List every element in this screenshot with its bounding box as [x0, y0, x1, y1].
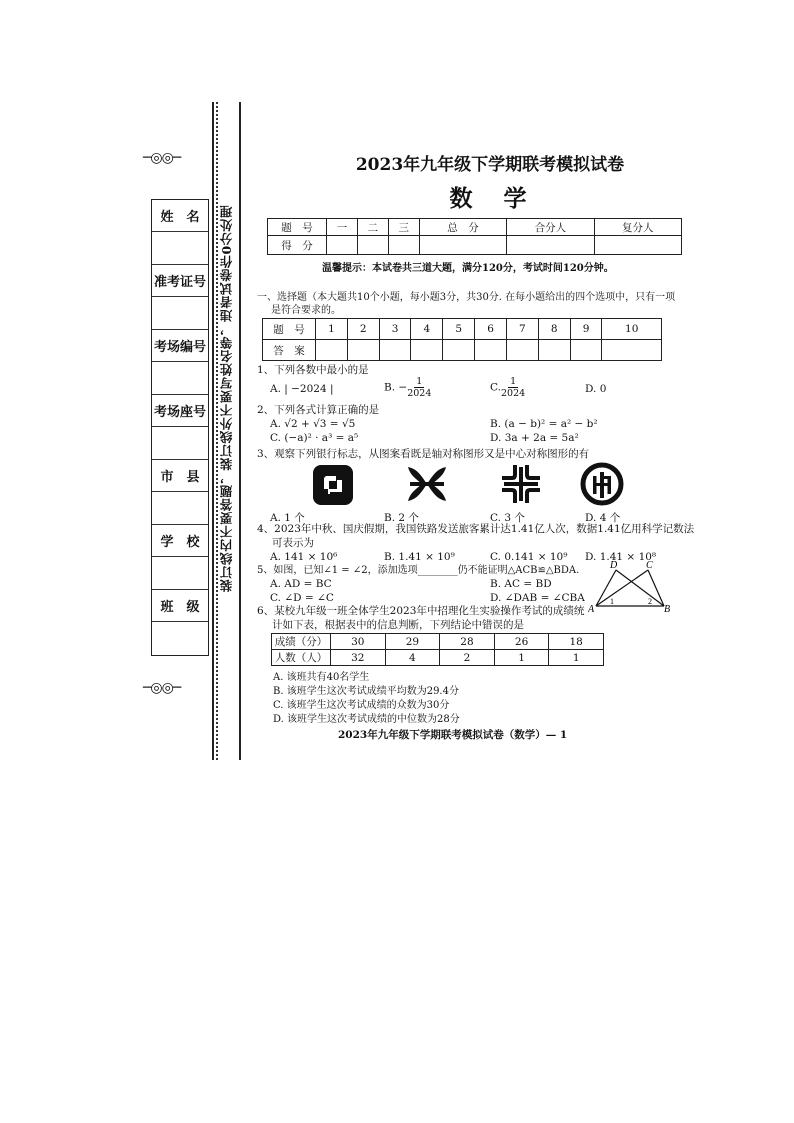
answer-input[interactable]	[443, 340, 475, 361]
q6-option-d: D. 该班学生这次考试成绩的中位数为28分	[273, 714, 460, 725]
answer-header: 5	[443, 319, 475, 340]
binding-circles-top: ─◎◎─	[143, 150, 181, 166]
q4-stem-line1: 4、2023年中秋、国庆假期，我国铁路发送旅客累计达1.41亿人次，数据1.41亿用科学记数法	[257, 523, 695, 535]
score-cell: 得 分	[268, 236, 327, 255]
q4-stem-line2: 可表示为	[272, 537, 314, 549]
figure-label-d: D	[610, 560, 618, 571]
field-school-label: 学 校	[152, 525, 208, 557]
triangle-figure-icon	[588, 558, 672, 614]
q6-cell: 32	[331, 650, 386, 666]
score-cell: 复分人	[594, 219, 681, 236]
field-room-label: 考场编号	[152, 330, 208, 362]
q2-option-a: A. √2 + √3 = √5	[270, 418, 356, 430]
q3-option-b: B. 2 个	[384, 512, 419, 524]
binding-circles-bottom: ─◎◎─	[143, 680, 181, 696]
bank-logo-square-icon	[312, 464, 354, 506]
q6-cell: 1	[549, 650, 604, 666]
q4-option-d: D. 1.41 × 10⁸	[585, 551, 657, 563]
answer-input[interactable]	[475, 340, 507, 361]
bank-logo-x-icon	[404, 463, 450, 505]
page-footer: 2023年九年级下学期联考模拟试卷（数学）— 1	[338, 729, 568, 741]
field-city-label: 市 县	[152, 460, 208, 492]
answer-input[interactable]	[379, 340, 411, 361]
answer-input[interactable]	[347, 340, 379, 361]
score-input[interactable]	[357, 236, 388, 255]
field-ticket-blank[interactable]	[152, 297, 208, 330]
q6-cell: 成绩（分）	[272, 634, 331, 650]
q5-option-d: D. ∠DAB = ∠CBA	[490, 592, 585, 604]
figure-label-c: C	[646, 560, 653, 571]
q6-stem-line1: 6、某校九年级一班全体学生2023年中招理化生实验操作考试的成绩统	[257, 605, 585, 617]
score-input[interactable]	[327, 236, 358, 255]
answer-input[interactable]	[411, 340, 443, 361]
field-seat-label: 考场座号	[152, 395, 208, 427]
q1-option-a: A. | −2024 |	[270, 383, 334, 395]
field-seat-blank[interactable]	[152, 427, 208, 460]
figure-label-a: A	[588, 604, 595, 614]
q5-stem: 5、如图，已知∠1 = ∠2，添加选项________仍不能证明△ACB≌△BDA.	[257, 565, 580, 576]
q1-option-b	[384, 376, 431, 399]
score-cell: 题 号	[268, 219, 327, 236]
answer-input[interactable]	[506, 340, 538, 361]
field-name-blank[interactable]	[152, 232, 208, 265]
q6-stem-line2: 计如下表，根据表中的信息判断，下列结论中错误的是	[272, 619, 524, 631]
q6-option-a: A. 该班共有40名学生	[273, 672, 370, 683]
field-name-label: 姓 名	[152, 200, 208, 232]
q1-b-prefix: B. −	[384, 381, 408, 394]
answer-header: 4	[411, 319, 443, 340]
section1-heading-line2: 是符合要求的。	[271, 305, 341, 316]
q1-option-c	[490, 376, 525, 399]
q1-option-d: D. 0	[585, 383, 607, 395]
q2-stem: 2、下列各式计算正确的是	[257, 404, 380, 416]
field-ticket-label: 准考证号	[152, 265, 208, 297]
subject-title: 数 学	[449, 185, 531, 212]
exam-tip: 温馨提示：本试卷共三道大题，满分120分，考试时间120分钟。	[322, 263, 614, 274]
answer-header: 9	[570, 319, 602, 340]
score-cell: 三	[388, 219, 419, 236]
answer-header: 10	[602, 319, 662, 340]
answer-header: 7	[506, 319, 538, 340]
figure-label-1: 1	[610, 597, 614, 606]
q6-cell: 4	[385, 650, 440, 666]
q6-option-c: C. 该班学生这次考试成绩的众数为30分	[273, 700, 450, 711]
answer-input[interactable]	[538, 340, 570, 361]
q1-stem: 1、下列各数中最小的是	[257, 364, 369, 376]
q5-option-a: A. AD = BC	[270, 578, 332, 590]
q5-option-b: B. AC = BD	[490, 578, 552, 590]
q2-option-d: D. 3a + 2a = 5a²	[490, 432, 579, 444]
q6-cell: 28	[440, 634, 495, 650]
q4-option-c: C. 0.141 × 10⁹	[490, 551, 568, 563]
field-school-blank[interactable]	[152, 557, 208, 590]
q1-c-fraction: $\frac{1}{2024}$	[501, 376, 526, 399]
answer-input[interactable]	[570, 340, 602, 361]
answer-header: 题 号	[263, 319, 316, 340]
q6-cell: 29	[385, 634, 440, 650]
score-table	[267, 218, 682, 255]
answer-table	[262, 318, 662, 361]
score-cell: 一	[327, 219, 358, 236]
q6-cell: 30	[331, 634, 386, 650]
answer-header: 1	[316, 319, 348, 340]
exam-title: 2023年九年级下学期联考模拟试卷	[355, 155, 625, 175]
binding-line-left	[212, 102, 214, 760]
q6-cell: 1	[494, 650, 549, 666]
field-room-blank[interactable]	[152, 362, 208, 395]
q1-c-prefix: C.	[490, 381, 501, 394]
q3-option-d: D. 4 个	[585, 512, 621, 524]
q6-option-b: B. 该班学生这次考试成绩平均数为29.4分	[273, 686, 459, 697]
q6-cell: 2	[440, 650, 495, 666]
score-input[interactable]	[388, 236, 419, 255]
q1-b-fraction: $\frac{1}{2024}$	[407, 376, 432, 399]
q3-option-c: C. 3 个	[490, 512, 525, 524]
q6-cell: 18	[549, 634, 604, 650]
answer-header: 2	[347, 319, 379, 340]
figure-label-b: B	[664, 604, 671, 614]
score-input[interactable]	[594, 236, 681, 255]
answer-input[interactable]	[602, 340, 662, 361]
q3-stem: 3、观察下列银行标志，从图案看既是轴对称图形又是中心对称图形的有	[257, 448, 590, 460]
field-city-blank[interactable]	[152, 492, 208, 525]
score-cell: 二	[357, 219, 388, 236]
section1-heading-line1: 一、选择题（本大题共10个小题，每小题3分，共30分. 在每小题给出的四个选项中，只有一项	[257, 292, 676, 303]
q6-score-table	[271, 633, 604, 666]
binding-warning: 装订线内不要答题，装订线外不要写姓名等，违者试卷作0分处理	[219, 204, 234, 592]
bank-logo-cross-icon	[500, 463, 542, 505]
q6-cell: 人数（人）	[272, 650, 331, 666]
answer-label: 答 案	[263, 340, 316, 361]
q5-option-c: C. ∠D = ∠C	[270, 592, 334, 604]
score-cell: 合分人	[507, 219, 594, 236]
field-class-blank[interactable]	[152, 622, 208, 655]
q2-option-c: C. (−a)² · a³ = a⁵	[270, 432, 359, 444]
answer-header: 6	[475, 319, 507, 340]
figure-label-2: 2	[648, 597, 652, 606]
answer-input[interactable]	[316, 340, 348, 361]
bank-logo-circle-icon	[580, 462, 624, 506]
q4-option-a: A. 141 × 10⁶	[270, 551, 338, 563]
q3-option-a: A. 1 个	[270, 512, 305, 524]
score-input[interactable]	[507, 236, 594, 255]
q4-option-b: B. 1.41 × 10⁹	[384, 551, 455, 563]
q6-cell: 26	[494, 634, 549, 650]
answer-header: 3	[379, 319, 411, 340]
score-input[interactable]	[419, 236, 506, 255]
answer-header: 8	[538, 319, 570, 340]
field-class-label: 班 级	[152, 590, 208, 622]
q2-option-b: B. (a − b)² = a² − b²	[490, 418, 598, 430]
score-cell: 总 分	[419, 219, 506, 236]
student-info-box	[151, 199, 209, 656]
